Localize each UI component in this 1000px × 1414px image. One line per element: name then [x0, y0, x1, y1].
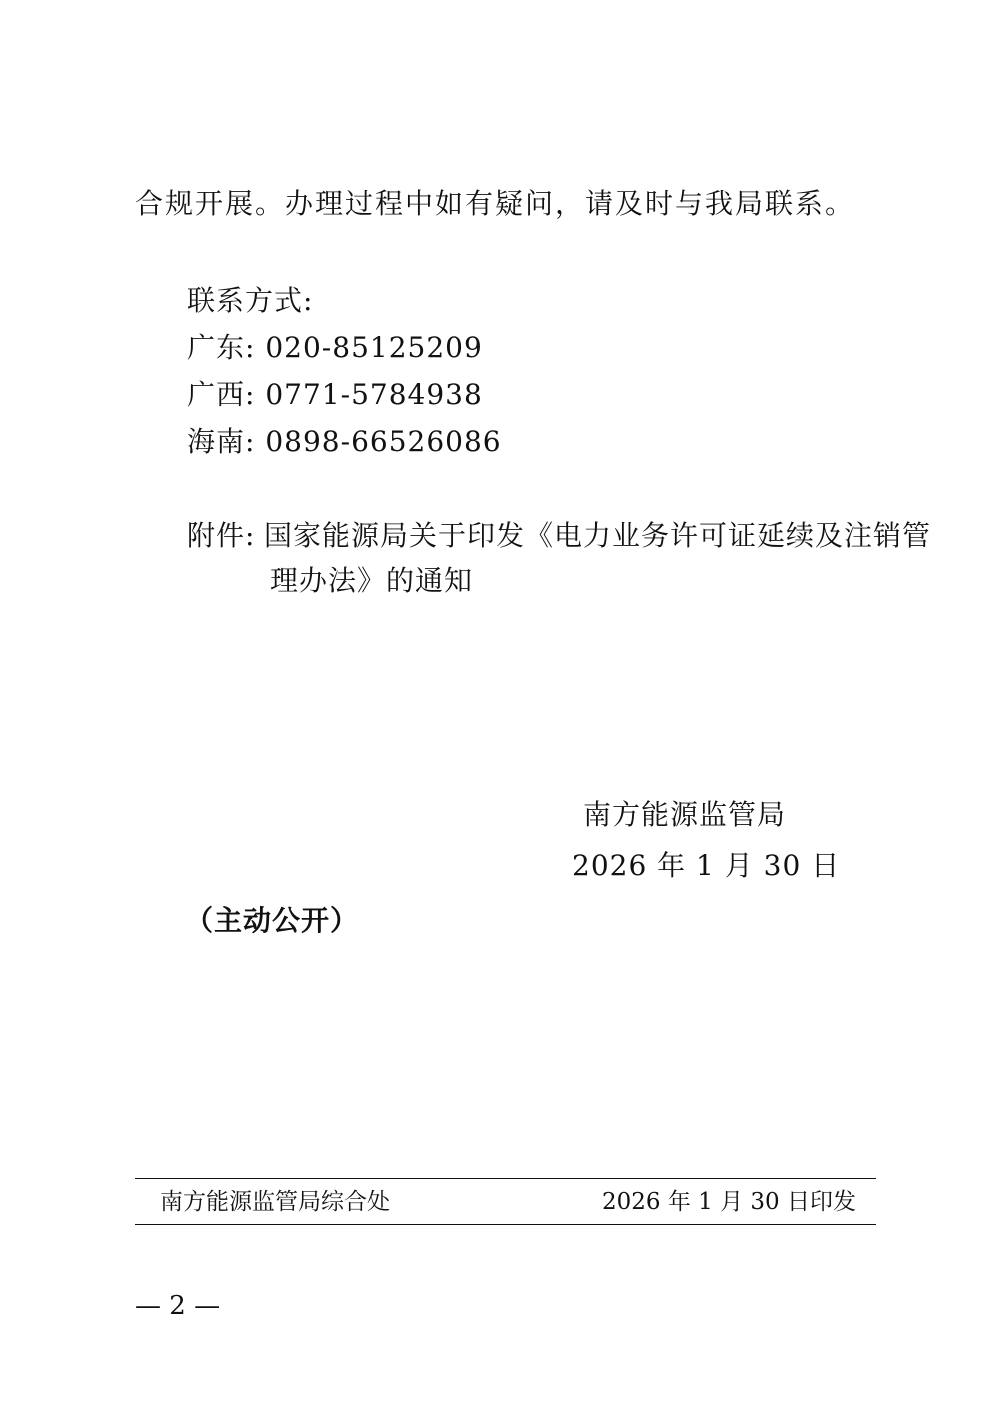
contact-phone: 0898-66526086	[265, 425, 502, 458]
attachment-title-line2: 理办法》的通知	[270, 564, 474, 597]
disclosure-label: （主动公开）	[185, 904, 360, 937]
contact-phone: 020-85125209	[265, 331, 483, 364]
signature-organization: 南方能源监管局	[583, 798, 787, 831]
contact-phone: 0771-5784938	[265, 378, 483, 411]
contact-region: 海南:	[187, 425, 256, 458]
contact-region: 广西:	[187, 378, 256, 411]
contact-row-hainan	[187, 424, 502, 460]
body-paragraph: 合规开展。办理过程中如有疑问，请及时与我局联系。	[135, 187, 856, 220]
contact-region: 广东:	[187, 331, 256, 364]
footer-bottom-divider	[135, 1224, 876, 1225]
signature-date: 2026 年 1 月 30 日	[572, 849, 841, 882]
page-number: — 2 —	[135, 1291, 221, 1321]
footer-top-divider	[135, 1178, 876, 1179]
contact-row-guangxi	[187, 377, 483, 413]
contact-heading: 联系方式:	[187, 284, 314, 317]
attachment-title-line1: 国家能源局关于印发《电力业务许可证延续及注销管	[264, 519, 932, 552]
contact-row-guangdong	[187, 330, 483, 366]
attachment-label: 附件:	[187, 519, 256, 552]
footer-issue-date: 2026 年 1 月 30 日印发	[602, 1189, 856, 1215]
footer-issuer: 南方能源监管局综合处	[160, 1189, 390, 1215]
